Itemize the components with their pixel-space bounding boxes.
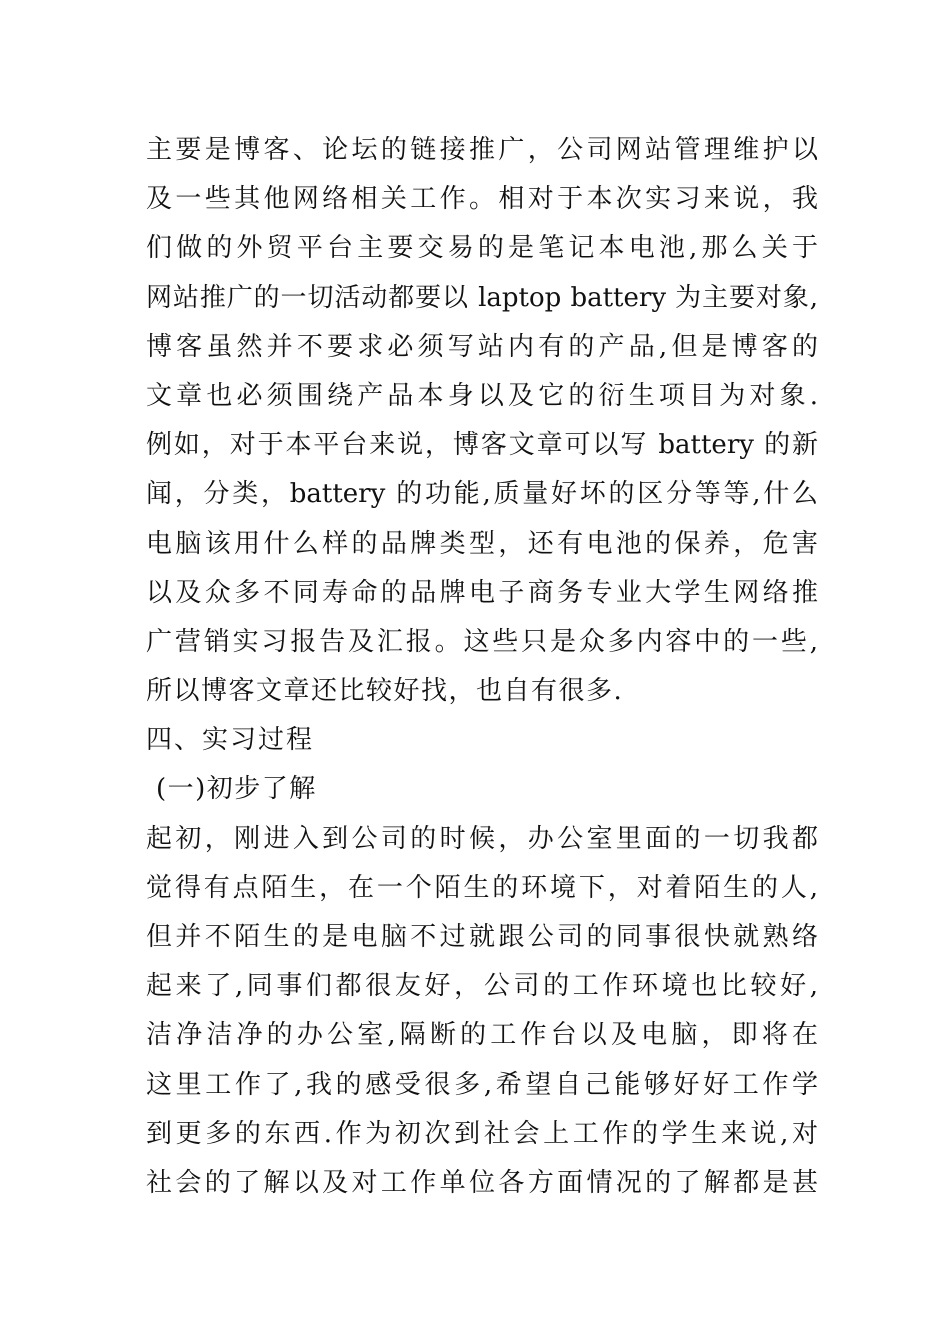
text-line: 所以博客文章还比较好找，也自有很多. (146, 676, 624, 707)
text-line: 社会的了解以及对工作单位各方面情况的了解都是甚 (146, 1167, 818, 1198)
paragraph-initial-impression (146, 815, 818, 1209)
paragraph-blog-promotion (146, 126, 818, 716)
text-line: 闻，分类，battery 的功能,质量好坏的区分等等,什么 (146, 479, 818, 510)
text-line: 到更多的东西.作为初次到社会上工作的学生来说,对 (146, 1118, 818, 1149)
text-line: 但并不陌生的是电脑不过就跟公司的同事很快就熟络 (146, 922, 818, 952)
document-page (146, 126, 818, 1208)
section-heading: 四、实习过程 (146, 725, 315, 756)
text-line: 博客虽然并不要求必须写站内有的产品,但是博客的 (146, 331, 818, 362)
text-line: 广营销实习报告及汇报。这些只是众多内容中的一些, (146, 626, 818, 657)
text-line: 及一些其他网络相关工作。相对于本次实习来说，我 (146, 184, 818, 215)
text-line: 主要是博客、论坛的链接推广，公司网站管理维护以 (146, 135, 818, 165)
text-line: 例如，对于本平台来说，博客文章可以写 battery 的新 (146, 430, 818, 461)
subsection-heading: (一)初步了解 (156, 774, 317, 805)
text-line: 洁净洁净的办公室,隔断的工作台以及电脑，即将在 (146, 1020, 818, 1051)
text-line: 起来了,同事们都很友好，公司的工作环境也比较好, (146, 971, 818, 1002)
text-line: 们做的外贸平台主要交易的是笔记本电池,那么关于 (146, 233, 818, 264)
text-line: 电脑该用什么样的品牌类型，还有电池的保养，危害 (146, 528, 818, 559)
text-line: 起初，刚进入到公司的时候，办公室里面的一切我都 (146, 823, 818, 854)
text-line: 文章也必须围绕产品本身以及它的衍生项目为对象. (146, 380, 818, 411)
text-line: 以及众多不同寿命的品牌电子商务专业大学生网络推 (146, 577, 818, 608)
text-line: 这里工作了,我的感受很多,希望自己能够好好工作学 (146, 1069, 818, 1100)
text-line: 觉得有点陌生，在一个陌生的环境下，对着陌生的人, (146, 872, 818, 903)
text-line: 网站推广的一切活动都要以 laptop battery 为主要对象, (146, 282, 818, 313)
